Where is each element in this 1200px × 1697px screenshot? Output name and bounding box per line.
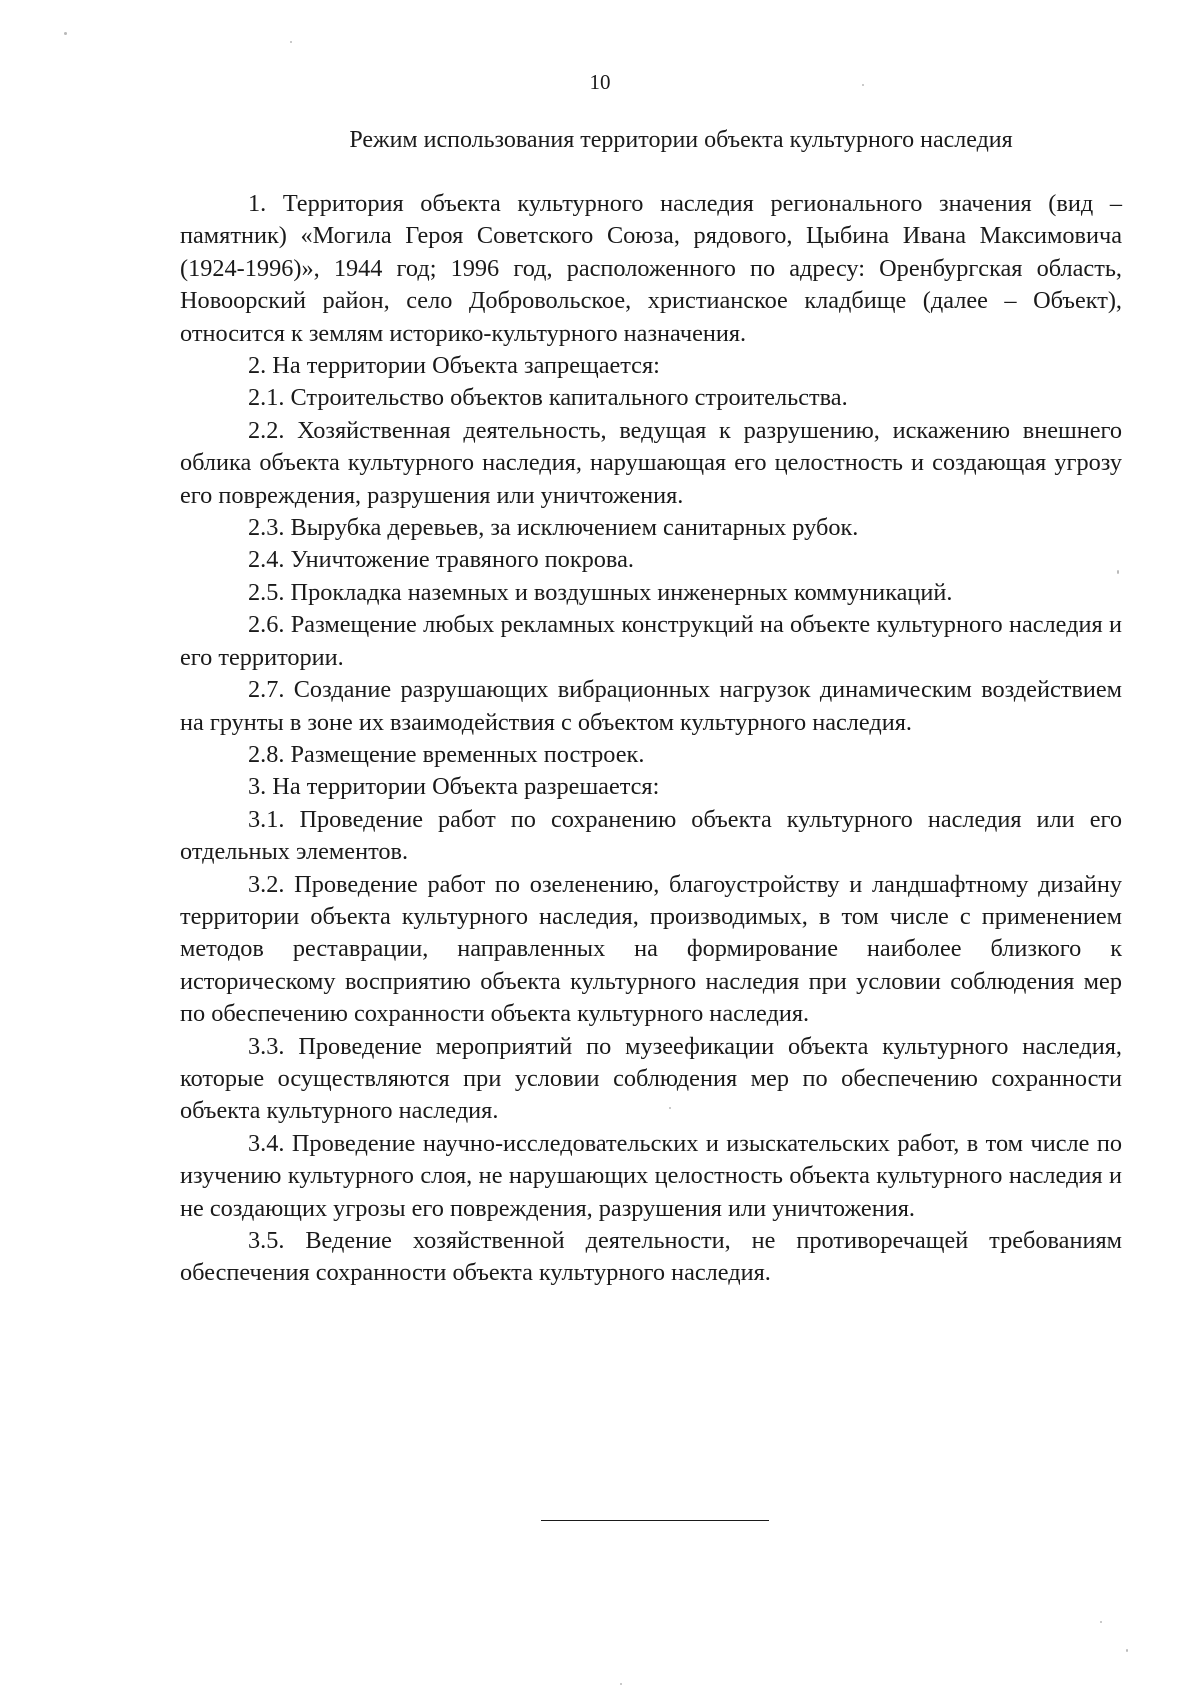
document-body <box>180 188 1122 1290</box>
paragraph-3: 3. На территории Объекта разрешается: <box>248 773 660 801</box>
paragraph-3-2: 3.2. Проведение работ по озеленению, благоустройству и ландшафтному дизайну территории объекта культурного наследия, производимых, в том числе с применением методов реставрации, направленных на формирование наиболее близкого к историческому восприятию объекта культурного наследия при условии соблюдения мер по обеспечению сохранности объекта культурного наследия. <box>180 870 1122 1028</box>
scan-speck <box>862 84 864 86</box>
paragraph-3-5: 3.5. Ведение хозяйственной деятельности, не противоречащей требованиям обеспечения сохранности объекта культурного наследия. <box>180 1227 1122 1287</box>
paragraph-2-1: 2.1. Строительство объектов капитального строительства. <box>248 384 848 412</box>
document-title: Режим использования территории объекта культурного наследия <box>349 127 1013 153</box>
paragraph-2-3: 2.3. Вырубка деревьев, за исключением санитарных рубок. <box>248 514 859 542</box>
paragraph-2-4: 2.4. Уничтожение травяного покрова. <box>248 546 634 574</box>
page-number: 10 <box>589 70 611 94</box>
paragraph-2-7: 2.7. Создание разрушающих вибрационных нагрузок динамическим воздействием на грунты в зоне их взаимодействия с объектом культурного наследия. <box>180 676 1122 736</box>
paragraph-2: 2. На территории Объекта запрещается: <box>248 352 660 380</box>
paragraph-3-4: 3.4. Проведение научно-исследовательских и изыскательских работ, в том числе по изучению культурного слоя, не нарушающих целостность объекта культурного наследия и не создающих угрозы его повреждения, разрушения или уничтожения. <box>180 1129 1122 1222</box>
paragraph-3-3: 3.3. Проведение мероприятий по музеефикации объекта культурного наследия, которые осуществляются при условии соблюдения мер по обеспечению сохранности объекта культурного наследия. <box>180 1032 1122 1125</box>
scan-speck <box>1100 1621 1102 1623</box>
paragraph-2-2: 2.2. Хозяйственная деятельность, ведущая к разрушению, искажению внешнего облика объекта культурного наследия, нарушающая его целостность и создающая угрозу его повреждения, разрушения или уничтожения. <box>180 416 1122 509</box>
paragraph-3-1: 3.1. Проведение работ по сохранению объекта культурного наследия или его отдельных элементов. <box>180 805 1122 866</box>
paragraph-2-6: 2.6. Размещение любых рекламных конструкций на объекте культурного наследия и его территории. <box>180 611 1122 671</box>
scan-speck <box>290 41 292 43</box>
scan-speck <box>669 1107 671 1109</box>
paragraph-2-8: 2.8. Размещение временных построек. <box>248 740 645 768</box>
scan-speck <box>64 32 67 35</box>
paragraph-2-5: 2.5. Прокладка наземных и воздушных инженерных коммуникаций. <box>248 578 953 606</box>
scan-speck <box>1126 1649 1128 1652</box>
scan-speck <box>620 1683 622 1685</box>
paragraph-1: 1. Территория объекта культурного наследия регионального значения (вид – памятник) «Могила Героя Советского Союза, рядового, Цыбина Ивана Максимовича (1924-1996)», 1944 год; 1996 год, расположенного по адресу: Оренбургская область, Новоорский район, село Добровольское, христианское кладбище (далее – Объект), относится к землям историко-культурного назначения. <box>180 190 1122 347</box>
end-separator-line <box>541 1520 769 1521</box>
scan-speck <box>1117 570 1119 574</box>
